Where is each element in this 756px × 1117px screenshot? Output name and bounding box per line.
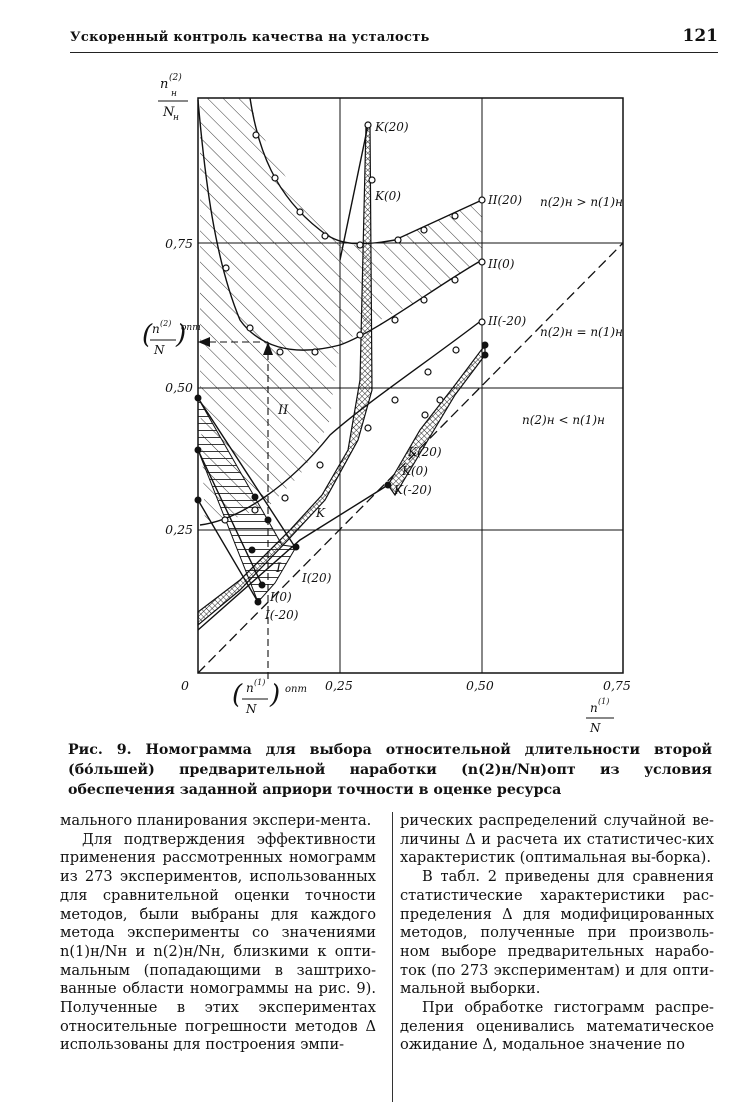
svg-text:(2): (2) [160,319,172,328]
svg-text:II(20): II(20) [488,193,523,207]
figure-number: Рис. 9. [68,742,132,758]
svg-text:опт: опт [181,323,201,333]
right-paragraph-3: При обработке гистограмм распре-деления оценивались математическое ожидание Δ, модальное значение по [400,999,714,1054]
svg-text:n(2)н = n(1)н: n(2)н = n(1)н [540,325,623,339]
svg-text:н: н [171,89,177,99]
column-rule [392,812,393,1102]
svg-text:(2): (2) [169,73,182,83]
svg-text:(1): (1) [254,678,266,687]
svg-text:N: N [154,343,165,357]
x-axis-title [586,697,614,735]
svg-text:n(2)н < n(1)н: n(2)н < n(1)н [522,413,605,427]
svg-text:N: N [590,721,601,735]
svg-text:K(-20): K(-20) [394,483,432,497]
svg-text:н: н [173,113,179,123]
svg-text:I: I [276,561,282,576]
svg-text:): ) [176,320,187,350]
svg-text:n: n [246,681,254,695]
svg-text:N: N [163,105,175,120]
left-paragraph-2: Для подтверждения эффективности применения рассмотренных номограмм из 273 экспериментов, использованных для сравнительной оценки точности методов, были выбраны для каждого метода эксперименты со значениями n(1)н/Nн и n(2)н/Nн, близкими к опти-мальным (попадающими в заштрихо-ванные области номограммы на рис. 9). Полученные в этих экспериментах относительные погрешности методов Δ использованы для построения эмпи- [60,830,376,1054]
right-paragraph-2: В табл. 2 приведены для сравнения статистические характеристики рас-пределения Δ для модифицированных методов, полученные при произволь-ном выборе предварительных нарабо-ток (по 273 экспериментам) и для опти-мальной выборки. [400,868,714,998]
svg-text:I(-20): I(-20) [265,608,299,622]
page-number: 121 [682,26,718,46]
svg-text:n(2)н > n(1)н: n(2)н > n(1)н [540,195,623,209]
svg-text:опт: опт [285,684,307,695]
x-optimum-label [232,678,307,716]
right-paragraph-1: рических распределений случайной ве-личины Δ и расчета их статистичес-ких характеристик (оптимальная вы-борка). [400,812,714,867]
svg-text:K(0): K(0) [402,464,428,478]
running-header [70,28,718,53]
y-axis-title [158,72,188,123]
running-title: Ускоренный контроль качества на усталость [70,30,430,45]
figure-caption-text: Номограмма для выбора относительной длительности второй (бо́льшей) предварительной наработки (n(2)н/Nн)опт из условия обеспечения заданной априори точности в оценке ресурса [68,742,712,798]
svg-text:(1): (1) [598,697,610,706]
svg-text:0: 0 [181,678,189,693]
svg-text:0,75: 0,75 [603,678,631,693]
svg-text:K(20): K(20) [408,445,442,459]
body-column-right [400,812,714,1055]
y-optimum-label [142,319,201,357]
svg-text:I(0): I(0) [270,590,292,604]
svg-text:K: K [316,506,325,520]
svg-text:II(0): II(0) [488,257,515,271]
svg-text:0,25: 0,25 [165,522,193,537]
svg-text:): ) [270,680,281,710]
svg-text:0,75: 0,75 [165,236,193,251]
svg-text:0,50: 0,50 [466,678,494,693]
svg-text:K(20): K(20) [375,120,409,134]
nomogram-figure [0,60,756,740]
svg-text:n: n [152,322,160,336]
svg-text:II(-20): II(-20) [488,314,527,328]
svg-text:n: n [590,701,598,715]
svg-text:0,25: 0,25 [325,678,353,693]
svg-text:N: N [246,702,257,716]
region-labels [522,195,623,427]
svg-text:I(20): I(20) [302,571,332,585]
svg-text:n: n [160,77,169,92]
svg-text:(: ( [142,320,153,350]
y-ticks [165,236,193,537]
body-column-left [60,812,376,1055]
svg-text:0,50: 0,50 [165,380,193,395]
figure-caption [68,740,712,800]
svg-text:II: II [278,403,289,418]
left-paragraph-1: мального планирования экспери-мента. [60,812,372,829]
svg-text:K(0): K(0) [375,189,401,203]
svg-text:(: ( [232,680,243,710]
